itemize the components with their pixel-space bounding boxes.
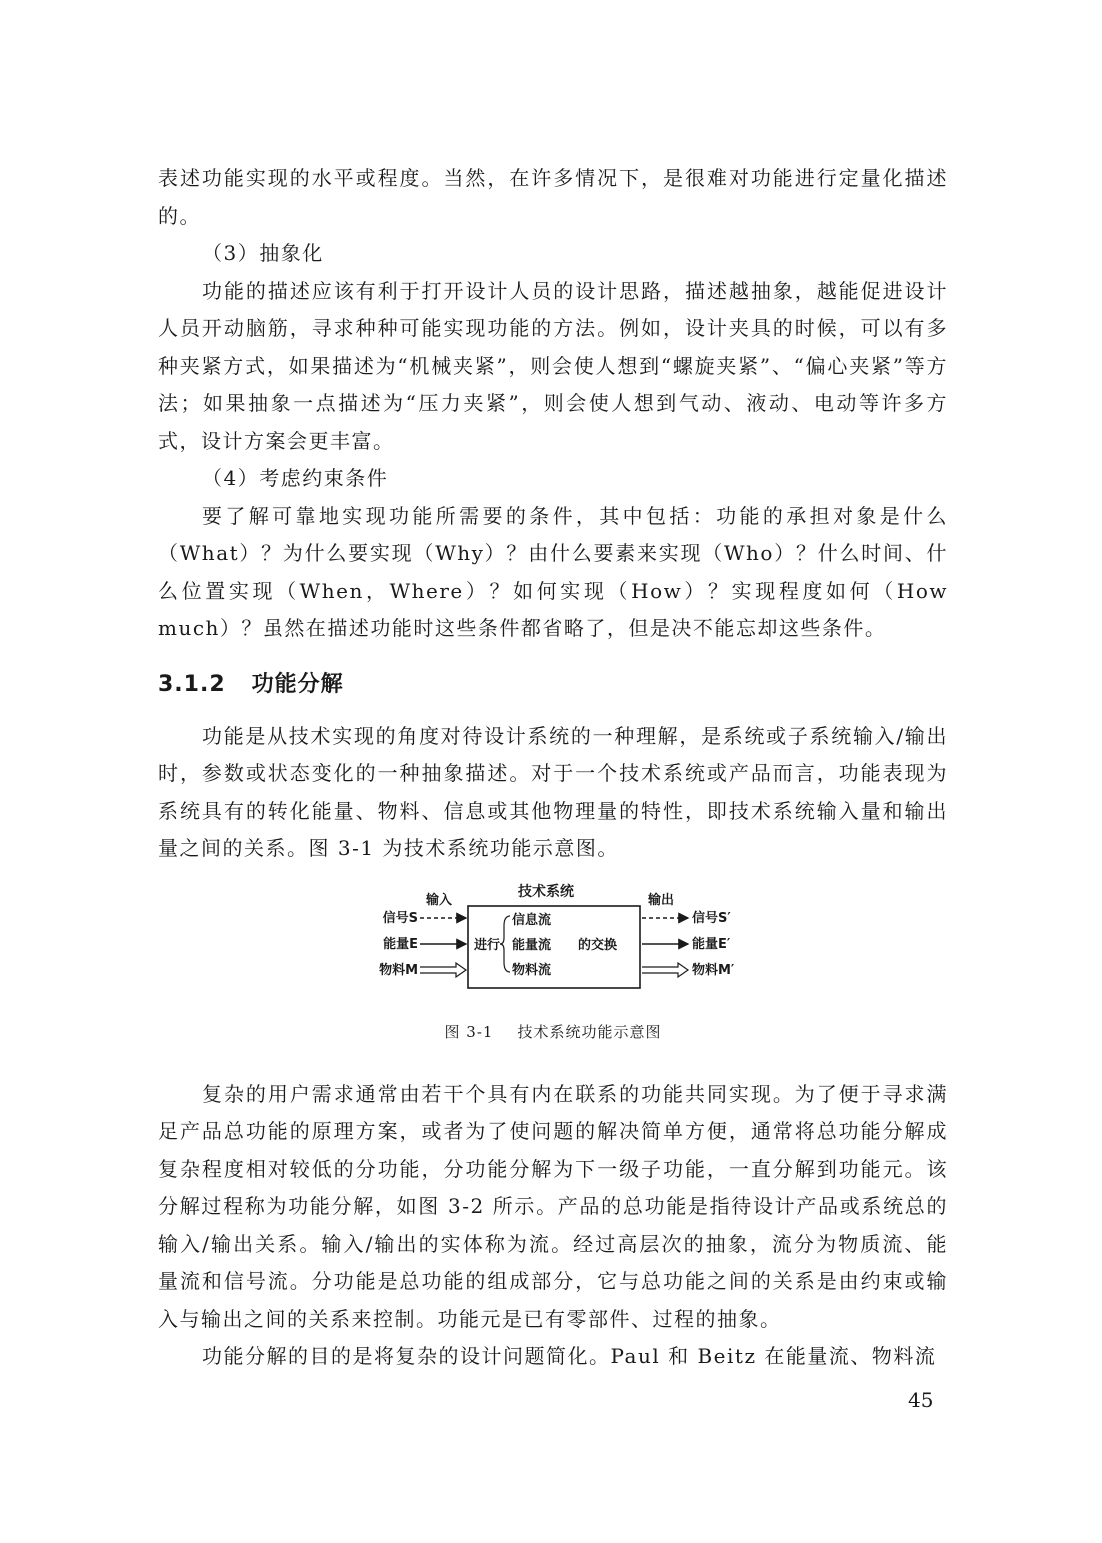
paragraph: 要了解可靠地实现功能所需要的条件，其中包括：功能的承担对象是什么（What）？为什么要实现（Why）？由什么要素来实现（Who）？什么时间、什么位置实现（When，Where）？如何实现（How）？实现程度如何（How much）？虽然在描述功能时这些条件都省略了，但是决不能忘却这些条件。 bbox=[158, 503, 948, 640]
section-title: 功能分解 bbox=[251, 671, 344, 697]
output-material: 物料M′ bbox=[692, 962, 735, 978]
paragraph: 功能分解的目的是将复杂的设计问题简化。Paul 和 Beitz 在能量流、物料流 bbox=[202, 1344, 937, 1368]
paragraph: 复杂的用户需求通常由若干个具有内在联系的功能共同实现。为了便于寻求满足产品总功能的原理方案，或者为了使问题的解决简单方便，通常将总功能分解成复杂程度相对较低的分功能，分功能分解为下一级子功能，一直分解到功能元。该分解过程称为功能分解，如图 3-2 所示。产品的总功能是指待设计产品或系统总的输入/输出关系。输入/输出的实体称为流。经过高层次的抽象，流分为物质流、能量流和信号流。分功能是总功能的组成部分，它与总功能之间的关系是由约束或输入与输出之间的关系来控制。功能元是已有零部件、过程的抽象。 bbox=[158, 1081, 948, 1331]
paragraph: 功能是从技术实现的角度对待设计系统的一种理解，是系统或子系统输入/输出时，参数或状态变化的一种抽象描述。对于一个技术系统或产品而言，功能表现为系统具有的转化能量、物料、信息或其他物理量的特性，即技术系统输入量和输出量之间的关系。图 3-1 为技术系统功能示意图。 bbox=[158, 723, 948, 860]
figure-3-1 bbox=[158, 876, 948, 1016]
input-label: 输入 bbox=[426, 892, 453, 908]
output-signal: 信号S′ bbox=[692, 910, 731, 926]
material-out-arrow bbox=[642, 963, 688, 977]
bottom-paragraphs bbox=[158, 1076, 948, 1376]
flow-information: 信息流 bbox=[512, 912, 552, 928]
box-suffix: 的交换 bbox=[578, 937, 618, 953]
paragraph: 表述功能实现的水平或程度。当然，在许多情况下，是很难对功能进行定量化描述的。 bbox=[158, 166, 948, 228]
caption-number: 图 3-1 bbox=[444, 1022, 494, 1041]
page-content bbox=[158, 160, 948, 1376]
section-number: 3.1.2 bbox=[158, 671, 226, 697]
paragraph: （3）抽象化 bbox=[202, 241, 324, 265]
top-paragraphs bbox=[158, 160, 948, 648]
brace bbox=[500, 916, 510, 972]
flow-material: 物料流 bbox=[512, 962, 552, 978]
system-function-diagram bbox=[358, 876, 758, 1006]
flow-energy: 能量流 bbox=[512, 937, 552, 953]
figure-caption bbox=[158, 1020, 948, 1044]
input-energy: 能量E bbox=[383, 936, 418, 952]
paragraph: （4）考虑约束条件 bbox=[202, 466, 389, 490]
section-heading bbox=[158, 666, 948, 704]
input-signal: 信号S bbox=[382, 910, 418, 926]
diagram-title: 技术系统 bbox=[518, 883, 574, 900]
output-energy: 能量E′ bbox=[692, 936, 731, 952]
paragraph: 功能的描述应该有利于打开设计人员的设计思路，描述越抽象，越能促进设计人员开动脑筋，寻求种种可能实现功能的方法。例如，设计夹具的时候，可以有多种夹紧方式，如果描述为“机械夹紧”，则会使人想到“螺旋夹紧”、“偏心夹紧”等方法；如果抽象一点描述为“压力夹紧”，则会使人想到气动、液动、电动等许多方式，设计方案会更丰富。 bbox=[158, 278, 948, 453]
input-material: 物料M bbox=[379, 962, 418, 978]
box-prefix: 进行 bbox=[474, 937, 501, 953]
material-in-arrow bbox=[420, 963, 466, 977]
page-number: 45 bbox=[908, 1388, 934, 1412]
output-label: 输出 bbox=[648, 892, 675, 908]
mid-paragraphs bbox=[158, 718, 948, 868]
caption-text: 技术系统功能示意图 bbox=[517, 1022, 662, 1041]
